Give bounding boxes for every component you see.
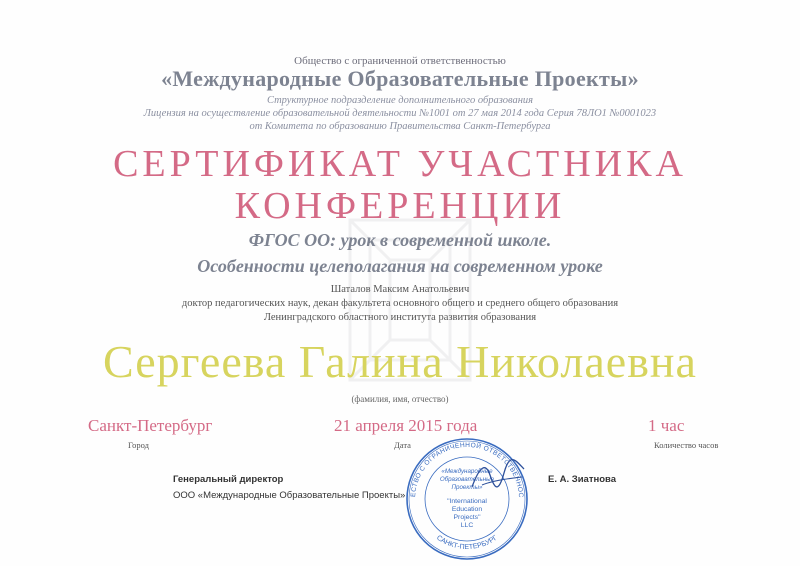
date-value: 21 апреля 2015 года <box>334 416 478 435</box>
signatory-org: ООО «Международные Образовательные Проекты» <box>173 490 406 501</box>
signatory-name: Е. А. Зиатнова <box>548 474 617 485</box>
stamp-en-line1: "International <box>447 498 487 505</box>
speaker-position: доктор педагогических наук, декан факультета основного общего и среднего общего образования <box>181 298 619 309</box>
city-value: Санкт-Петербург <box>88 416 213 435</box>
date-caption: Дата <box>394 440 411 450</box>
hours-caption: Количество часов <box>654 440 719 450</box>
stamp-inner-line1: «Международные <box>441 468 493 475</box>
conference-topic-line2: Особенности целеполагания на современном уроке <box>197 256 603 276</box>
city-caption: Город <box>128 440 149 450</box>
recipient-name: Сергеева Галина Николаевна <box>103 336 697 387</box>
stamp-bottom-text: САНКТ-ПЕТЕРБУРГ <box>435 534 499 552</box>
svg-text:САНКТ-ПЕТЕРБУРГ <box>435 534 499 551</box>
committee-text: от Комитета по образованию Правительства Санкт-Петербурга <box>249 121 551 132</box>
subdivision-text: Структурное подразделение дополнительного образования <box>266 95 534 106</box>
stamp-en-line4: LLC <box>460 522 474 529</box>
speaker-name: Шаталов Максим Анатольевич <box>330 284 470 295</box>
stamp-inner-line2: Образовательные <box>439 476 495 483</box>
license-text: Лицензия на осуществление образовательной деятельности №1001 от 27 мая 2014 года Серия 78ЛО1 №0001023 <box>143 108 657 119</box>
hours-value: 1 час <box>648 416 685 435</box>
org-type: Общество с ограниченной ответственностью <box>294 55 506 67</box>
conference-topic-line1: ФГОС ОО: урок в современной школе. <box>248 230 552 250</box>
stamp-en-line3: Projects" <box>453 514 481 521</box>
certificate-title-line1: СЕРТИФИКАТ УЧАСТНИКА <box>113 143 687 185</box>
stamp-outer-text: ЕСТВО С ОГРАНИЧЕННОЙ ОТВЕТСТВЕННОС <box>409 441 525 498</box>
recipient-caption: (фамилия, имя, отчество) <box>351 394 449 404</box>
speaker-institution: Ленинградского областного института развития образования <box>263 312 537 323</box>
signatory-role: Генеральный директор <box>173 474 284 485</box>
stamp-inner-line3: Проекты» <box>451 484 483 491</box>
stamp-en-line2: Education <box>451 506 483 513</box>
org-name: «Международные Образовательные Проекты» <box>161 66 639 91</box>
handwritten-signature <box>468 455 528 500</box>
certificate-title-line2: КОНФЕРЕНЦИИ <box>234 185 566 227</box>
